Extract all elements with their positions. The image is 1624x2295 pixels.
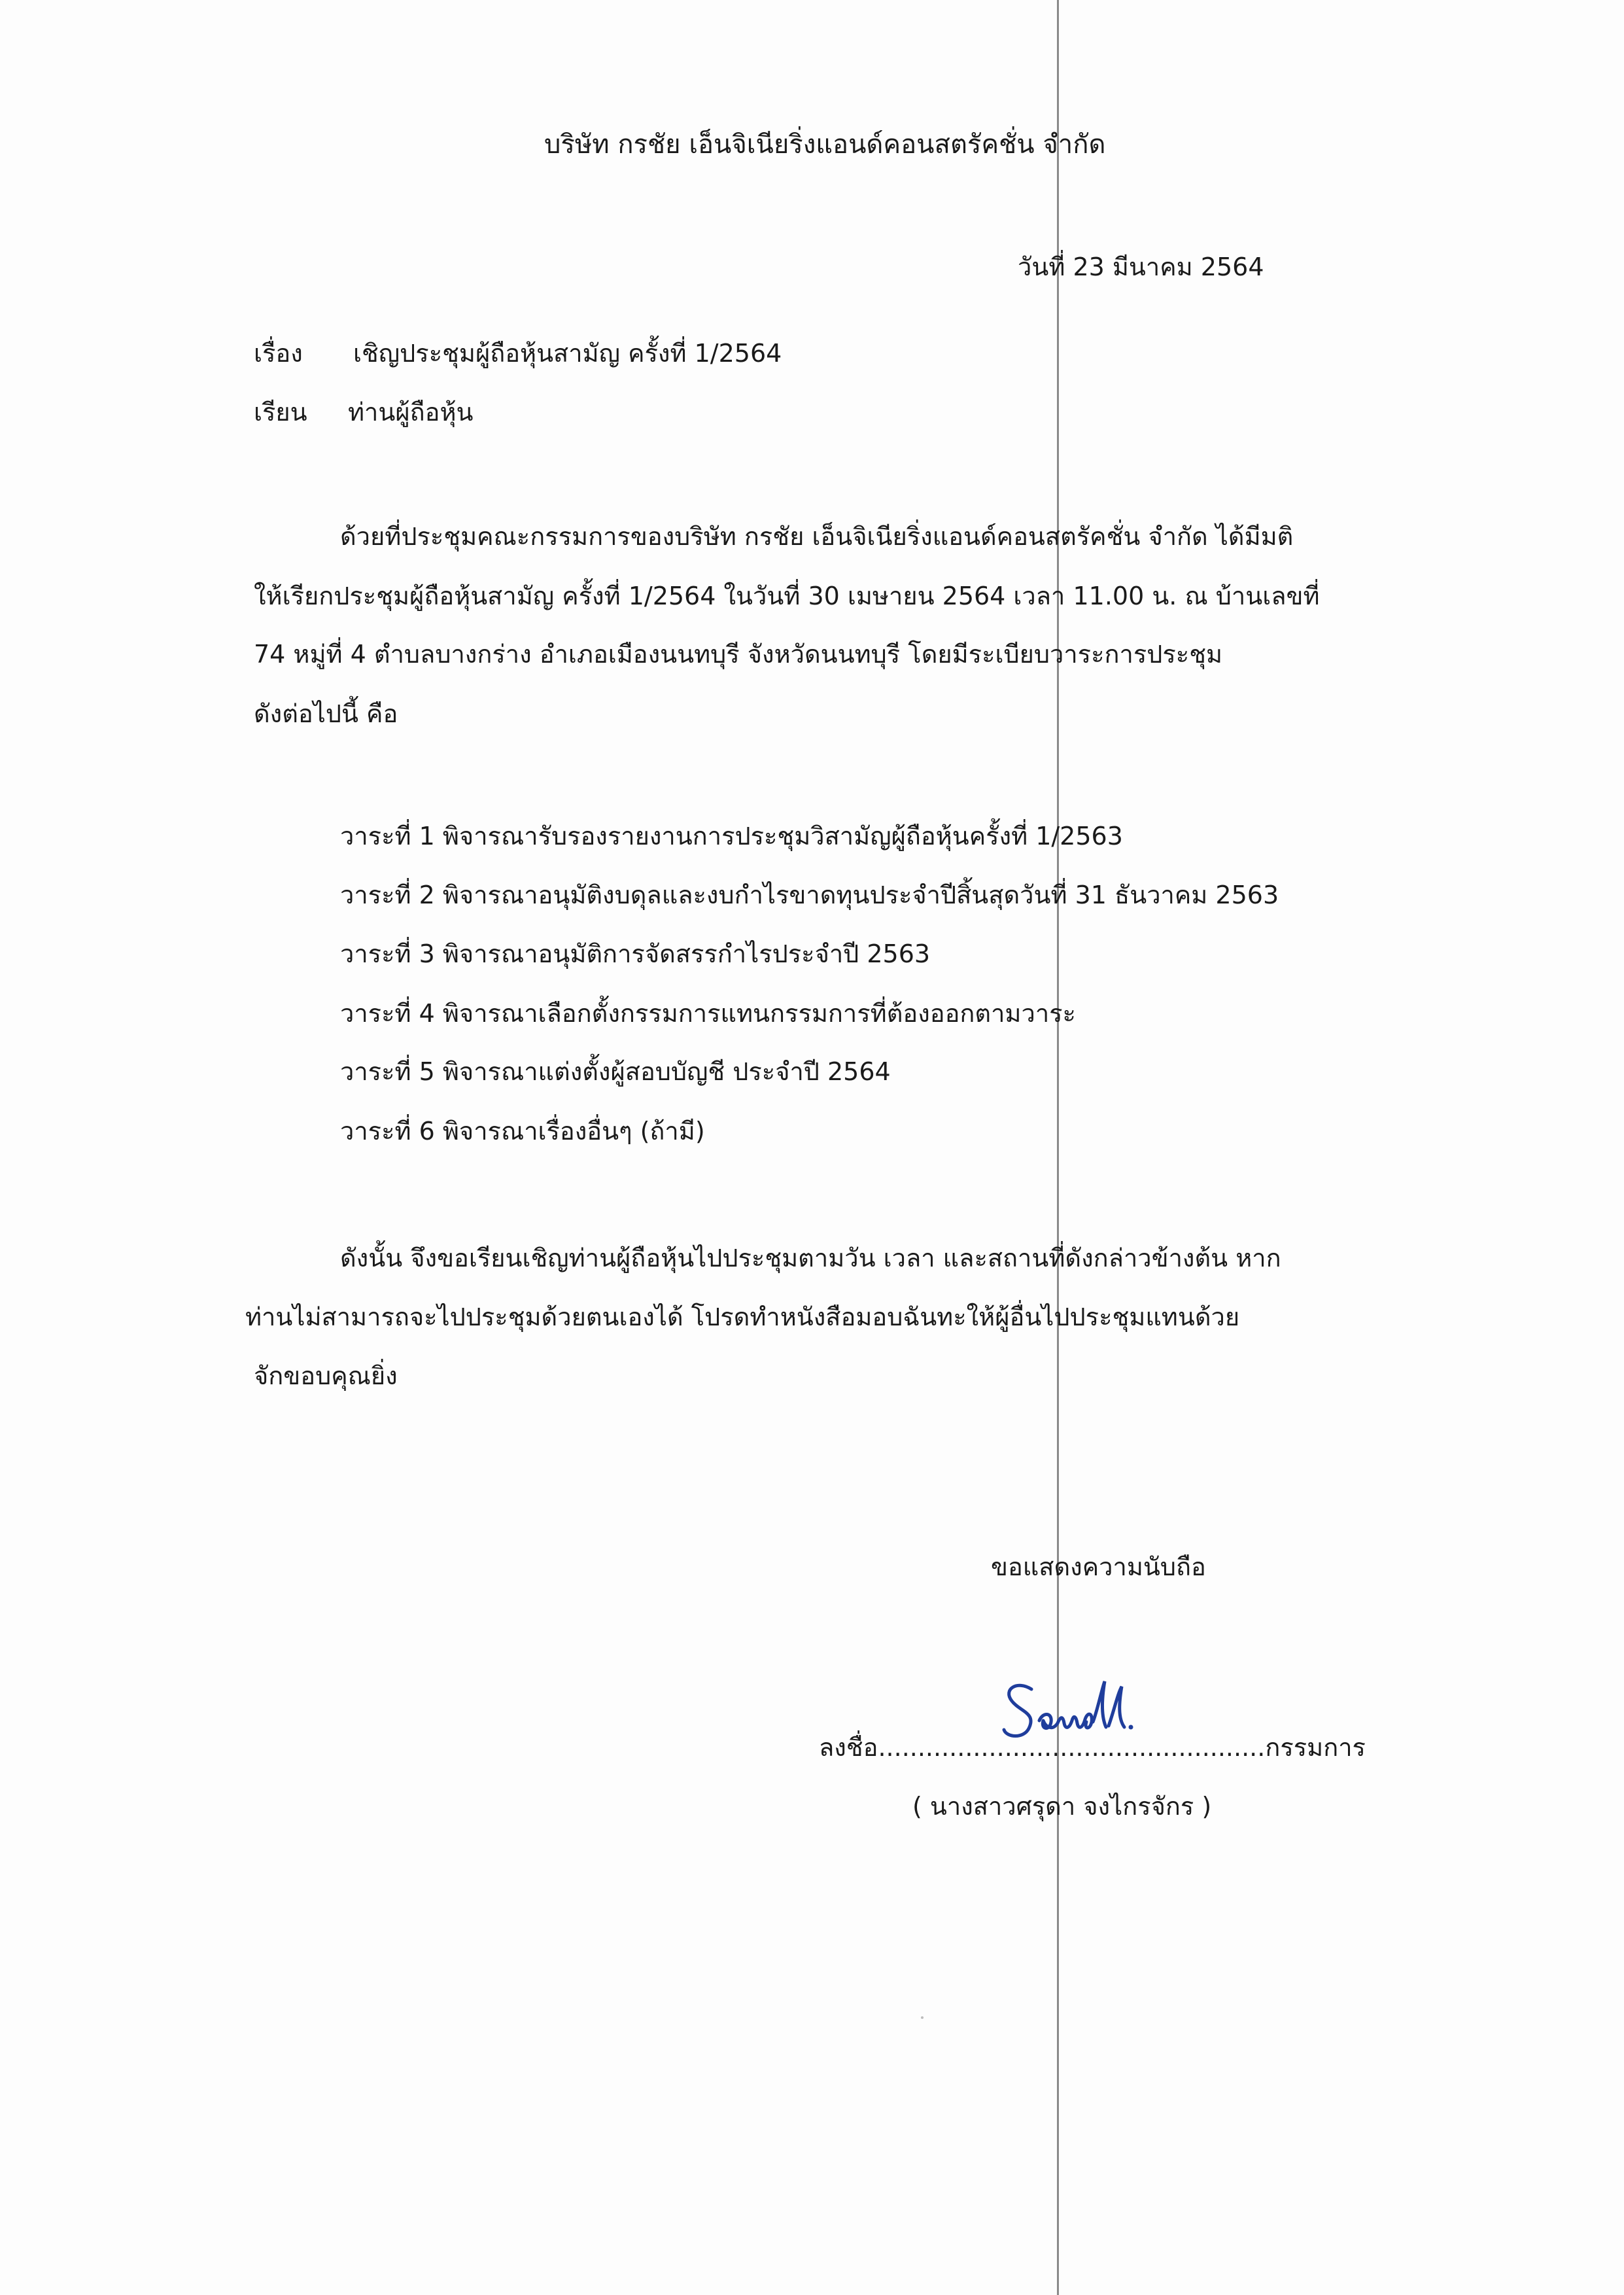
company-name: บริษัท กรชัย เอ็นจิเนียริ่งแอนด์คอนสตรัคชั่น จำกัด <box>544 130 1106 160</box>
body-line: ด้วยที่ประชุมคณะกรรมการของบริษัท กรชัย เอ็นจิเนียริ่งแอนด์คอนสตรัคชั่น จำกัด ได้มีมติ <box>340 522 1294 551</box>
closing-line: จักขอบคุณยิ่ง <box>254 1361 398 1390</box>
agenda-item: วาระที่ 5 พิจารณาแต่งตั้งผู้สอบบัญชี ประจำปี 2564 <box>340 1057 891 1086</box>
agenda-item: วาระที่ 4 พิจารณาเลือกตั้งกรรมการแทนกรรมการที่ต้องออกตามวาระ <box>340 999 1076 1028</box>
subject-text: เชิญประชุมผู้ถือหุ้นสามัญ ครั้งที่ 1/2564 <box>353 339 782 368</box>
recipient-label: เรียน <box>254 398 307 427</box>
subject-label: เรื่อง <box>254 339 303 368</box>
closing-line: ท่านไม่สามารถจะไปประชุมด้วยตนเองได้ โปรดทำหนังสือมอบฉันทะให้ผู้อื่นไปประชุมแทนด้วย <box>245 1303 1240 1331</box>
body-line: 74 หมู่ที่ 4 ตำบลบางกร่าง อำเภอเมืองนนทบุรี จังหวัดนนทบุรี โดยมีระเบียบวาระการประชุม <box>254 640 1223 669</box>
agenda-item: วาระที่ 6 พิจารณาเรื่องอื่นๆ (ถ้ามี) <box>340 1117 705 1146</box>
closing-line: ดังนั้น จึงขอเรียนเชิญท่านผู้ถือหุ้นไปประชุมตามวัน เวลา และสถานที่ดังกล่าวข้างต้น หาก <box>340 1244 1281 1272</box>
agenda-item: วาระที่ 1 พิจารณารับรองรายงานการประชุมวิสามัญผู้ถือหุ้นครั้งที่ 1/2563 <box>340 822 1123 850</box>
agenda-item: วาระที่ 3 พิจารณาอนุมัติการจัดสรรกำไรประจำปี 2563 <box>340 939 931 968</box>
agenda-item: วาระที่ 2 พิจารณาอนุมัติงบดุลและงบกำไรขาดทุนประจำปีสิ้นสุดวันที่ 31 ธันวาคม 2563 <box>340 881 1279 909</box>
letter-date: วันที่ 23 มีนาคม 2564 <box>1018 253 1264 281</box>
closing-regards: ขอแสดงความนับถือ <box>991 1552 1206 1581</box>
body-line: ให้เรียกประชุมผู้ถือหุ้นสามัญ ครั้งที่ 1/2564 ในวันที่ 30 เมษายน 2564 เวลา 11.00 น. ณ บ้านเลขที่ <box>254 582 1320 610</box>
signatory-name: ( นางสาวศรุดา จงไกรจักร ) <box>912 1792 1212 1821</box>
scan-speck <box>921 2016 924 2019</box>
body-line: ดังต่อไปนี้ คือ <box>254 699 398 728</box>
recipient-text: ท่านผู้ถือหุ้น <box>348 398 474 427</box>
signature-line: ลงชื่อ.................................................กรรมการ <box>819 1733 1366 1762</box>
scan-fold-line <box>1057 0 1059 2295</box>
